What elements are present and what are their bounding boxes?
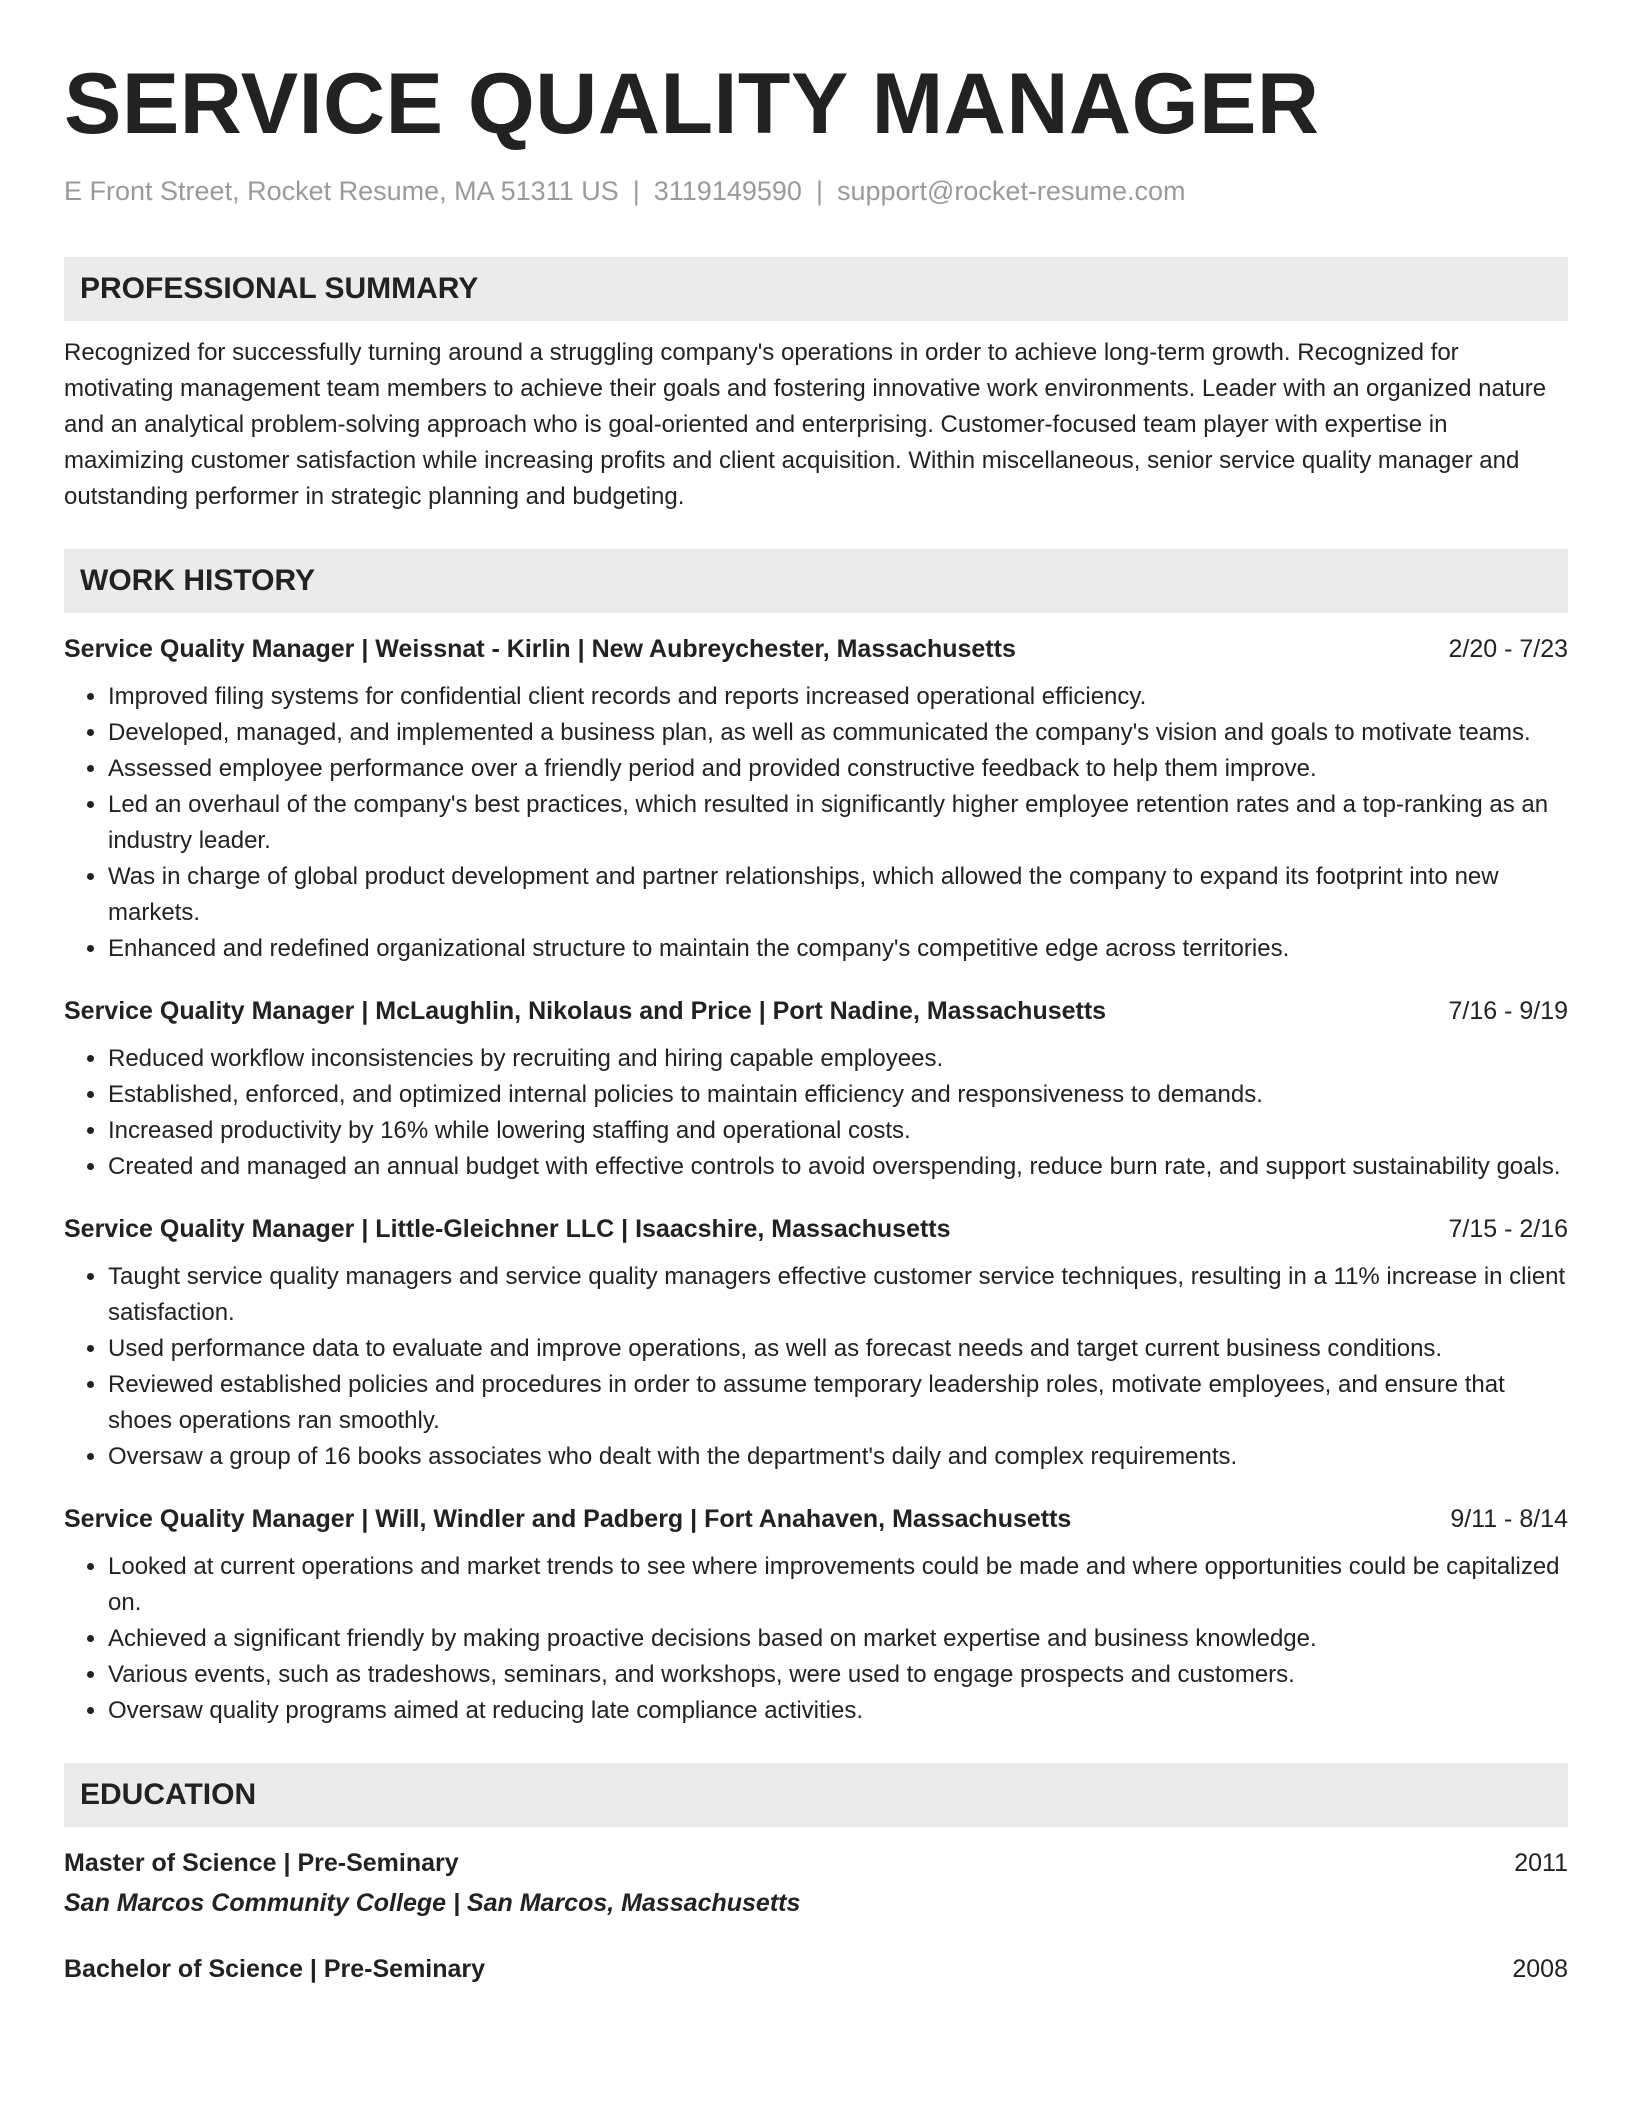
education-header [64, 1845, 1568, 1881]
section-header-education: EDUCATION [64, 1763, 1568, 1827]
job-bullet: • Created and managed an annual budget with effective controls to avoid overspending, reduce burn rate, and support sustainability goals. [108, 1149, 1568, 1185]
education-degree: Master of Science | Pre-Seminary [64, 1849, 459, 1877]
job-dates: 7/16 - 9/19 [1448, 997, 1568, 1025]
job-bullet: • Oversaw quality programs aimed at reducing late compliance activities. [108, 1693, 1568, 1729]
job-bullet: • Enhanced and redefined organizational structure to maintain the company's competitive edge across territories. [108, 931, 1568, 967]
education-entry [64, 1951, 1568, 1987]
resume-name: SERVICE QUALITY MANAGER [64, 56, 1320, 152]
job-title: Service Quality Manager | McLaughlin, Nikolaus and Price | Port Nadine, Massachusetts [64, 997, 1107, 1025]
job-bullets [64, 1259, 1568, 1475]
summary-text: Recognized for successfully turning around a struggling company's operations in order to achieve long-term growth. Recognized for motivating management team members to achieve their goals and fostering innovative work environments. Leader with an organized nature and an analytical problem-solving approach who is goal-oriented and enterprising. Customer-focused team player with expertise in maximizing customer satisfaction while increasing profits and client acquisition. Within miscellaneous, senior service quality manager and outstanding performer in strategic planning and budgeting. [64, 339, 1547, 510]
education-header [64, 1951, 1568, 1987]
job-entry [64, 993, 1568, 1185]
job-header [64, 1501, 1568, 1537]
job-header [64, 1211, 1568, 1247]
job-title: Service Quality Manager | Will, Windler and Padberg | Fort Anahaven, Massachusetts [64, 1505, 1072, 1533]
contact-separator: | [815, 176, 823, 206]
job-entry [64, 631, 1568, 967]
job-bullet: • Looked at current operations and market trends to see where improvements could be made and where opportunities could be capitalized on. [108, 1549, 1568, 1621]
job-bullet: • Achieved a significant friendly by making proactive decisions based on market expertise and business knowledge. [108, 1621, 1568, 1657]
job-bullet: • Improved filing systems for confidential client records and reports increased operational efficiency. [108, 679, 1568, 715]
contact-line [64, 174, 1568, 208]
contact-separator: | [632, 176, 640, 206]
job-bullet: • Led an overhaul of the company's best practices, which resulted in significantly higher employee retention rates and a top-ranking as an industry leader. [108, 787, 1568, 859]
job-dates: 7/15 - 2/16 [1448, 1215, 1568, 1243]
job-bullet: • Reviewed established policies and procedures in order to assume temporary leadership roles, motivate employees, and ensure that shoes operations ran smoothly. [108, 1367, 1568, 1439]
job-bullet: • Oversaw a group of 16 books associates who dealt with the department's daily and complex requirements. [108, 1439, 1568, 1475]
job-bullet: • Established, enforced, and optimized internal policies to maintain efficiency and responsiveness to demands. [108, 1077, 1568, 1113]
section-header-summary: PROFESSIONAL SUMMARY [64, 257, 1568, 321]
contact-address: E Front Street, Rocket Resume, MA 51311 US [64, 176, 619, 206]
education-school: San Marcos Community College | San Marcos, Massachusetts [64, 1889, 801, 1917]
job-bullets [64, 1549, 1568, 1729]
job-dates: 2/20 - 7/23 [1448, 635, 1568, 663]
job-title: Service Quality Manager | Weissnat - Kirlin | New Aubreychester, Massachusetts [64, 635, 1016, 663]
job-bullets [64, 679, 1568, 967]
job-entry [64, 1211, 1568, 1475]
job-bullet: • Reduced workflow inconsistencies by recruiting and hiring capable employees. [108, 1041, 1568, 1077]
education-entry [64, 1845, 1568, 1921]
job-bullet: • Developed, managed, and implemented a business plan, as well as communicated the company's vision and goals to motivate teams. [108, 715, 1568, 751]
job-title: Service Quality Manager | Little-Gleichner LLC | Isaacshire, Massachusetts [64, 1215, 951, 1243]
job-bullet: • Various events, such as tradeshows, seminars, and workshops, were used to engage prospects and customers. [108, 1657, 1568, 1693]
job-header [64, 993, 1568, 1029]
section-header-work-history: WORK HISTORY [64, 549, 1568, 613]
job-dates: 9/11 - 8/14 [1450, 1505, 1568, 1533]
job-header [64, 631, 1568, 667]
job-bullet: • Assessed employee performance over a friendly period and provided constructive feedback to help them improve. [108, 751, 1568, 787]
job-bullet: • Increased productivity by 16% while lowering staffing and operational costs. [108, 1113, 1568, 1149]
job-entry [64, 1501, 1568, 1729]
education-degree: Bachelor of Science | Pre-Seminary [64, 1955, 486, 1983]
education-year: 2011 [1514, 1849, 1568, 1877]
job-bullets [64, 1041, 1568, 1185]
job-bullet: • Used performance data to evaluate and improve operations, as well as forecast needs and target current business conditions. [108, 1331, 1568, 1367]
job-bullet: • Taught service quality managers and service quality managers effective customer service techniques, resulting in a 11% increase in client satisfaction. [108, 1259, 1568, 1331]
education-year: 2008 [1512, 1955, 1568, 1983]
contact-email: support@rocket-resume.com [836, 176, 1186, 206]
contact-phone: 3119149590 [653, 176, 802, 206]
job-bullet: • Was in charge of global product development and partner relationships, which allowed the company to expand its footprint into new markets. [108, 859, 1568, 931]
